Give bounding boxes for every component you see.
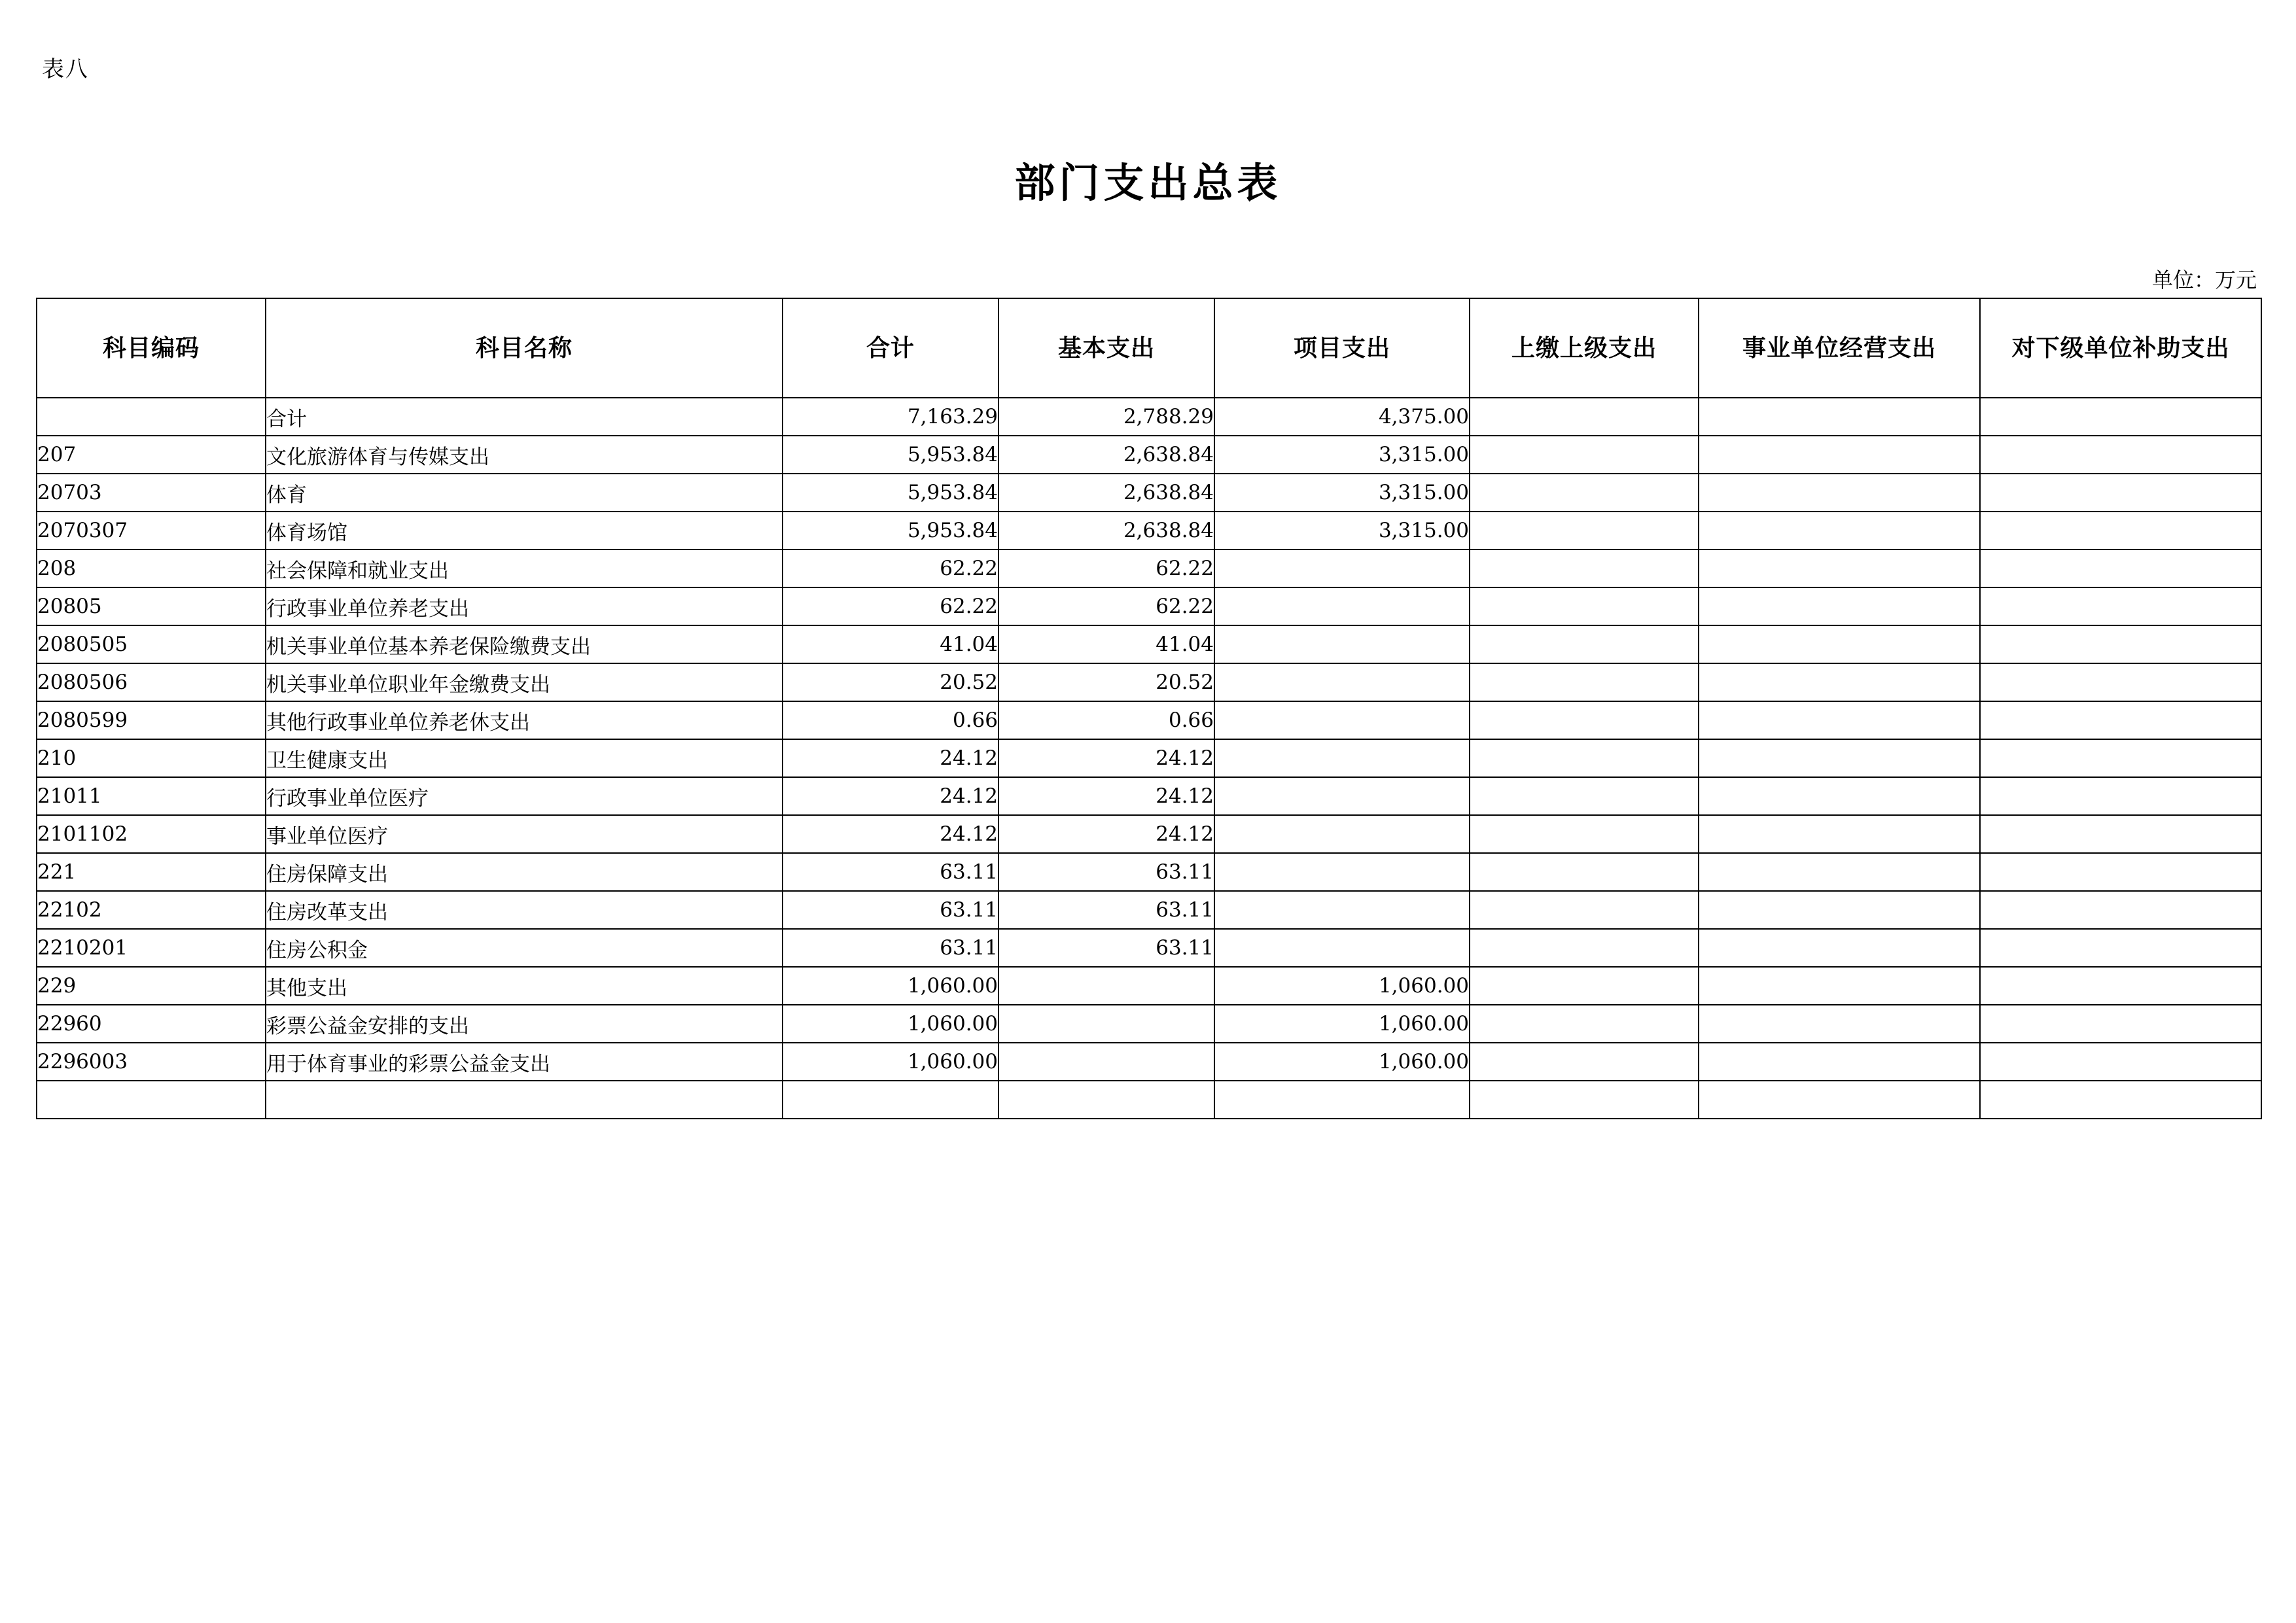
cell-project-expenditure xyxy=(1214,587,1470,625)
cell-upper-level-payment xyxy=(1470,398,1699,436)
table-row xyxy=(37,474,2261,512)
cell-total: 7,163.29 xyxy=(783,398,998,436)
cell-operating-expenditure xyxy=(1699,587,1980,625)
cell-total: 1,060.00 xyxy=(783,967,998,1005)
table-row xyxy=(37,398,2261,436)
cell-subject-code: 221 xyxy=(37,853,266,891)
cell-total: 1,060.00 xyxy=(783,1005,998,1043)
cell-project-expenditure xyxy=(1214,853,1470,891)
cell-operating-expenditure xyxy=(1699,436,1980,474)
cell-operating-expenditure xyxy=(1699,815,1980,853)
cell-total: 20.52 xyxy=(783,663,998,701)
cell-subordinate-subsidy xyxy=(1980,853,2261,891)
cell-basic-expenditure: 20.52 xyxy=(998,663,1214,701)
cell-subordinate-subsidy xyxy=(1980,1005,2261,1043)
cell-subject-name: 机关事业单位职业年金缴费支出 xyxy=(266,663,783,701)
cell-subject-code: 2070307 xyxy=(37,512,266,550)
cell-subject-name: 行政事业单位养老支出 xyxy=(266,587,783,625)
column-header-basic: 基本支出 xyxy=(998,298,1214,398)
cell-upper-level-payment xyxy=(1470,663,1699,701)
cell-subject-code: 207 xyxy=(37,436,266,474)
cell-subject-code: 229 xyxy=(37,967,266,1005)
cell-total: 63.11 xyxy=(783,853,998,891)
cell-total: 24.12 xyxy=(783,815,998,853)
cell-upper-level-payment xyxy=(1470,967,1699,1005)
table-row xyxy=(37,587,2261,625)
column-header-project: 项目支出 xyxy=(1214,298,1470,398)
cell-subordinate-subsidy xyxy=(1980,625,2261,663)
cell-project-expenditure: 1,060.00 xyxy=(1214,1043,1470,1081)
cell-subject-code: 20805 xyxy=(37,587,266,625)
cell-subordinate-subsidy xyxy=(1980,701,2261,739)
cell-subject-name: 机关事业单位基本养老保险缴费支出 xyxy=(266,625,783,663)
cell-subject-name: 合计 xyxy=(266,398,783,436)
table-row xyxy=(37,550,2261,587)
cell-subordinate-subsidy xyxy=(1980,815,2261,853)
cell-basic-expenditure: 63.11 xyxy=(998,853,1214,891)
cell-operating-expenditure xyxy=(1699,663,1980,701)
cell-subordinate-subsidy xyxy=(1980,398,2261,436)
cell-upper-level-payment xyxy=(1470,1043,1699,1081)
cell-operating-expenditure xyxy=(1699,625,1980,663)
cell-project-expenditure: 3,315.00 xyxy=(1214,512,1470,550)
cell-basic-expenditure xyxy=(998,1005,1214,1043)
cell-operating-expenditure xyxy=(1699,398,1980,436)
table-row xyxy=(37,815,2261,853)
cell-upper-level-payment xyxy=(1470,815,1699,853)
cell-subject-name: 住房保障支出 xyxy=(266,853,783,891)
cell-total: 41.04 xyxy=(783,625,998,663)
column-header-operating: 事业单位经营支出 xyxy=(1699,298,1980,398)
table-row xyxy=(37,663,2261,701)
cell-upper-level-payment xyxy=(1470,929,1699,967)
column-header-total: 合计 xyxy=(783,298,998,398)
cell-subject-code: 21011 xyxy=(37,777,266,815)
cell-project-expenditure: 1,060.00 xyxy=(1214,967,1470,1005)
cell-basic-expenditure: 62.22 xyxy=(998,587,1214,625)
cell-upper-level-payment xyxy=(1470,701,1699,739)
unit-note: 单位：万元 xyxy=(2151,268,2257,292)
cell-total: 5,953.84 xyxy=(783,436,998,474)
page-title: 部门支出总表 xyxy=(1014,159,1282,207)
cell-subject-code: 2080506 xyxy=(37,663,266,701)
cell-subordinate-subsidy xyxy=(1980,587,2261,625)
table-row xyxy=(37,625,2261,663)
cell-operating-expenditure xyxy=(1699,1081,1980,1119)
cell-subject-name: 其他支出 xyxy=(266,967,783,1005)
cell-project-expenditure xyxy=(1214,701,1470,739)
table-header-row xyxy=(37,298,2261,398)
cell-upper-level-payment xyxy=(1470,474,1699,512)
cell-basic-expenditure xyxy=(998,967,1214,1005)
cell-subject-code: 208 xyxy=(37,550,266,587)
cell-project-expenditure xyxy=(1214,625,1470,663)
table-row xyxy=(37,1081,2261,1119)
cell-subject-name: 行政事业单位医疗 xyxy=(266,777,783,815)
cell-basic-expenditure: 2,638.84 xyxy=(998,474,1214,512)
cell-basic-expenditure: 2,638.84 xyxy=(998,436,1214,474)
cell-operating-expenditure xyxy=(1699,853,1980,891)
table-row xyxy=(37,436,2261,474)
cell-operating-expenditure xyxy=(1699,739,1980,777)
table-row xyxy=(37,701,2261,739)
cell-subject-name: 体育 xyxy=(266,474,783,512)
cell-operating-expenditure xyxy=(1699,891,1980,929)
cell-basic-expenditure: 0.66 xyxy=(998,701,1214,739)
table-row xyxy=(37,967,2261,1005)
cell-basic-expenditure xyxy=(998,1081,1214,1119)
cell-basic-expenditure: 24.12 xyxy=(998,815,1214,853)
cell-subject-name: 用于体育事业的彩票公益金支出 xyxy=(266,1043,783,1081)
cell-project-expenditure xyxy=(1214,777,1470,815)
cell-subject-name: 社会保障和就业支出 xyxy=(266,550,783,587)
cell-operating-expenditure xyxy=(1699,512,1980,550)
cell-upper-level-payment xyxy=(1470,1081,1699,1119)
cell-upper-level-payment xyxy=(1470,777,1699,815)
cell-subject-code: 2080505 xyxy=(37,625,266,663)
cell-subject-code: 210 xyxy=(37,739,266,777)
cell-total: 24.12 xyxy=(783,739,998,777)
cell-subordinate-subsidy xyxy=(1980,550,2261,587)
cell-subordinate-subsidy xyxy=(1980,929,2261,967)
cell-project-expenditure xyxy=(1214,929,1470,967)
cell-subject-name: 文化旅游体育与传媒支出 xyxy=(266,436,783,474)
cell-project-expenditure xyxy=(1214,815,1470,853)
cell-basic-expenditure: 24.12 xyxy=(998,739,1214,777)
cell-basic-expenditure: 2,638.84 xyxy=(998,512,1214,550)
table-row xyxy=(37,1043,2261,1081)
cell-subject-code: 2101102 xyxy=(37,815,266,853)
cell-subject-code: 2080599 xyxy=(37,701,266,739)
cell-subordinate-subsidy xyxy=(1980,436,2261,474)
cell-basic-expenditure: 24.12 xyxy=(998,777,1214,815)
cell-upper-level-payment xyxy=(1470,739,1699,777)
cell-subordinate-subsidy xyxy=(1980,1043,2261,1081)
table-row xyxy=(37,777,2261,815)
cell-basic-expenditure: 41.04 xyxy=(998,625,1214,663)
cell-subject-name: 住房公积金 xyxy=(266,929,783,967)
cell-project-expenditure xyxy=(1214,739,1470,777)
cell-subject-code: 22960 xyxy=(37,1005,266,1043)
cell-upper-level-payment xyxy=(1470,1005,1699,1043)
cell-upper-level-payment xyxy=(1470,625,1699,663)
cell-subject-name: 卫生健康支出 xyxy=(266,739,783,777)
cell-subordinate-subsidy xyxy=(1980,1081,2261,1119)
table-row xyxy=(37,739,2261,777)
cell-subject-name: 住房改革支出 xyxy=(266,891,783,929)
cell-subordinate-subsidy xyxy=(1980,739,2261,777)
expenditure-table xyxy=(36,298,2262,1119)
cell-operating-expenditure xyxy=(1699,1043,1980,1081)
column-header-upper: 上缴上级支出 xyxy=(1470,298,1699,398)
table-row xyxy=(37,929,2261,967)
cell-subordinate-subsidy xyxy=(1980,891,2261,929)
cell-upper-level-payment xyxy=(1470,512,1699,550)
cell-total: 1,060.00 xyxy=(783,1043,998,1081)
sheet-number-label: 表八 xyxy=(42,58,89,82)
cell-subordinate-subsidy xyxy=(1980,663,2261,701)
cell-project-expenditure: 3,315.00 xyxy=(1214,474,1470,512)
cell-project-expenditure xyxy=(1214,663,1470,701)
table-row xyxy=(37,853,2261,891)
cell-upper-level-payment xyxy=(1470,853,1699,891)
cell-subject-code xyxy=(37,1081,266,1119)
cell-subject-code: 2210201 xyxy=(37,929,266,967)
table-row xyxy=(37,891,2261,929)
cell-subject-name: 彩票公益金安排的支出 xyxy=(266,1005,783,1043)
cell-total: 5,953.84 xyxy=(783,474,998,512)
cell-subordinate-subsidy xyxy=(1980,474,2261,512)
cell-project-expenditure: 3,315.00 xyxy=(1214,436,1470,474)
cell-subordinate-subsidy xyxy=(1980,512,2261,550)
cell-subordinate-subsidy xyxy=(1980,967,2261,1005)
cell-operating-expenditure xyxy=(1699,701,1980,739)
cell-project-expenditure: 1,060.00 xyxy=(1214,1005,1470,1043)
cell-subject-code: 20703 xyxy=(37,474,266,512)
cell-total: 62.22 xyxy=(783,550,998,587)
cell-project-expenditure xyxy=(1214,550,1470,587)
cell-basic-expenditure xyxy=(998,1043,1214,1081)
table-row xyxy=(37,1005,2261,1043)
cell-subject-code xyxy=(37,398,266,436)
cell-subordinate-subsidy xyxy=(1980,777,2261,815)
cell-upper-level-payment xyxy=(1470,436,1699,474)
cell-upper-level-payment xyxy=(1470,550,1699,587)
cell-subject-code: 2296003 xyxy=(37,1043,266,1081)
cell-upper-level-payment xyxy=(1470,587,1699,625)
cell-project-expenditure xyxy=(1214,891,1470,929)
cell-operating-expenditure xyxy=(1699,967,1980,1005)
cell-total: 0.66 xyxy=(783,701,998,739)
cell-total: 62.22 xyxy=(783,587,998,625)
cell-operating-expenditure xyxy=(1699,1005,1980,1043)
cell-upper-level-payment xyxy=(1470,891,1699,929)
cell-total: 63.11 xyxy=(783,929,998,967)
cell-operating-expenditure xyxy=(1699,777,1980,815)
cell-project-expenditure: 4,375.00 xyxy=(1214,398,1470,436)
column-header-name: 科目名称 xyxy=(266,298,783,398)
cell-subject-name: 体育场馆 xyxy=(266,512,783,550)
cell-operating-expenditure xyxy=(1699,474,1980,512)
cell-subject-name: 其他行政事业单位养老休支出 xyxy=(266,701,783,739)
cell-total: 24.12 xyxy=(783,777,998,815)
cell-basic-expenditure: 62.22 xyxy=(998,550,1214,587)
cell-subject-code: 22102 xyxy=(37,891,266,929)
table-row xyxy=(37,512,2261,550)
cell-basic-expenditure: 63.11 xyxy=(998,891,1214,929)
cell-operating-expenditure xyxy=(1699,550,1980,587)
cell-operating-expenditure xyxy=(1699,929,1980,967)
cell-subject-name: 事业单位医疗 xyxy=(266,815,783,853)
cell-basic-expenditure: 63.11 xyxy=(998,929,1214,967)
cell-total: 63.11 xyxy=(783,891,998,929)
cell-basic-expenditure: 2,788.29 xyxy=(998,398,1214,436)
cell-total: 5,953.84 xyxy=(783,512,998,550)
cell-project-expenditure xyxy=(1214,1081,1470,1119)
column-header-subsidy: 对下级单位补助支出 xyxy=(1980,298,2261,398)
column-header-code: 科目编码 xyxy=(37,298,266,398)
cell-subject-name xyxy=(266,1081,783,1119)
cell-total xyxy=(783,1081,998,1119)
